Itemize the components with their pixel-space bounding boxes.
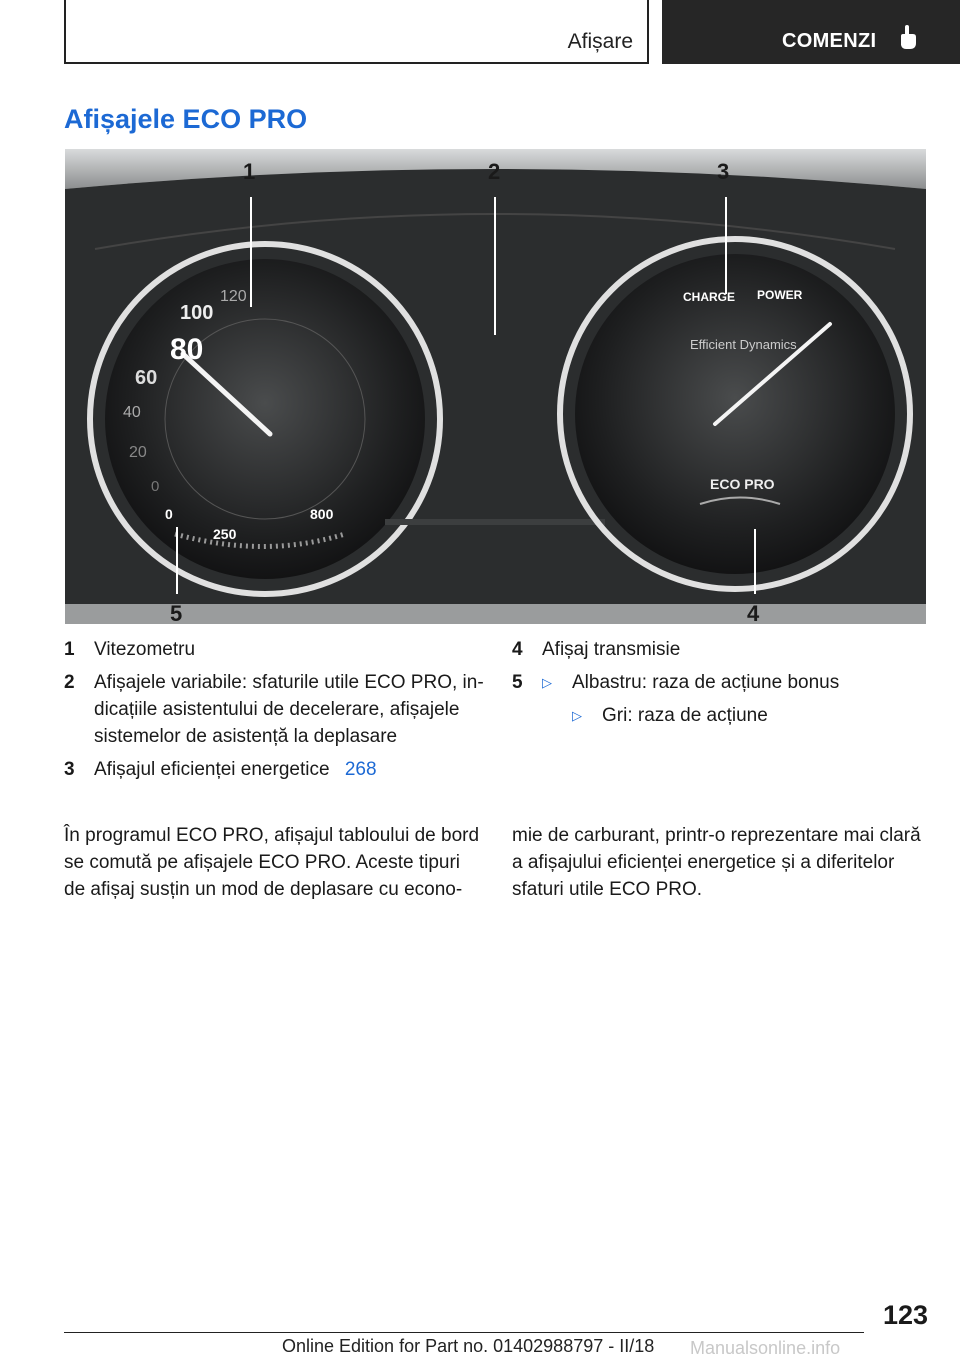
legend-item <box>64 669 484 750</box>
legend-number: 5 <box>512 672 523 693</box>
legend-number: 1 <box>64 639 75 660</box>
speed-label: 20 <box>129 444 147 461</box>
legend-number: 3 <box>64 759 75 780</box>
legend-right <box>512 636 932 735</box>
callout-1: 1 <box>243 159 256 184</box>
section-tab-label: Afișare <box>567 30 633 53</box>
gauge-label: CHARGE <box>683 290 736 304</box>
footer-edition: Online Edition for Part no. 01402988797 - II/18 <box>282 1336 655 1356</box>
legend-item <box>64 636 484 663</box>
footer-divider <box>64 1332 864 1333</box>
body-paragraph-continued: mie de carburant, printr-o reprezentare mai clară a afișajului eficienței energetice și a diferitelor sfaturi utile ECO PRO. <box>512 825 921 900</box>
speed-label: 60 <box>135 367 158 389</box>
legend-item <box>64 756 484 783</box>
legend-text: Vitezometru <box>94 639 196 660</box>
page-title: Afișajele ECO PRO <box>64 104 308 134</box>
speed-label: 40 <box>123 404 141 421</box>
triangle-bullet-icon: ▷ <box>572 708 582 723</box>
watermark: Manualsonline.info <box>690 1338 841 1358</box>
callout-4: 4 <box>747 601 760 624</box>
chapter-tab <box>662 0 960 64</box>
legend-number: 2 <box>64 672 75 693</box>
instrument-cluster-photo <box>65 149 926 624</box>
callout-5: 5 <box>170 601 183 624</box>
page-number: 123 <box>882 1300 928 1330</box>
eco-pro-label: ECO PRO <box>710 476 775 492</box>
legend-text: Afișajul eficienței energetice <box>94 759 330 780</box>
speed-label: 0 <box>151 478 160 495</box>
legend-left <box>64 636 484 789</box>
bullet-item <box>572 702 932 729</box>
speed-label: 100 <box>180 302 214 324</box>
bullet-item <box>542 669 932 696</box>
legend-number: 4 <box>512 639 523 660</box>
triangle-bullet-icon: ▷ <box>542 675 552 690</box>
legend-text: Afișajele variabile: sfaturile utile ECO PRO, in-dicațiile asistentului de decelerare, afișajele sistemelor de asistență la deplasare <box>94 672 484 747</box>
range-label: 800 <box>310 506 334 522</box>
callout-2: 2 <box>488 159 501 184</box>
range-label: 250 <box>213 526 237 542</box>
bullet-text: Albastru: raza de acțiune bonus <box>572 672 840 693</box>
page-reference-link[interactable]: 268 <box>344 759 377 780</box>
speed-label: 120 <box>220 288 247 305</box>
legend-text: Afișaj transmisie <box>542 639 681 660</box>
chapter-tab-label: COMENZI <box>782 30 877 52</box>
gauge-label: POWER <box>757 288 803 302</box>
legend-item <box>512 669 932 729</box>
gauge-arc-label: Efficient Dynamics <box>690 337 797 352</box>
pointing-hand-icon <box>898 24 918 50</box>
bullet-text: Gri: raza de acțiune <box>602 705 768 726</box>
body-paragraph: În programul ECO PRO, afișajul tabloului de bord se comută pe afișajele ECO PRO. Aceste tipuri de afișaj susțin un mod de deplasare cu econo- <box>64 825 480 900</box>
speed-label: 80 <box>170 333 204 366</box>
legend-item <box>512 636 932 663</box>
callout-3: 3 <box>717 159 730 184</box>
section-tab <box>64 0 649 64</box>
range-label: 0 <box>165 506 173 522</box>
